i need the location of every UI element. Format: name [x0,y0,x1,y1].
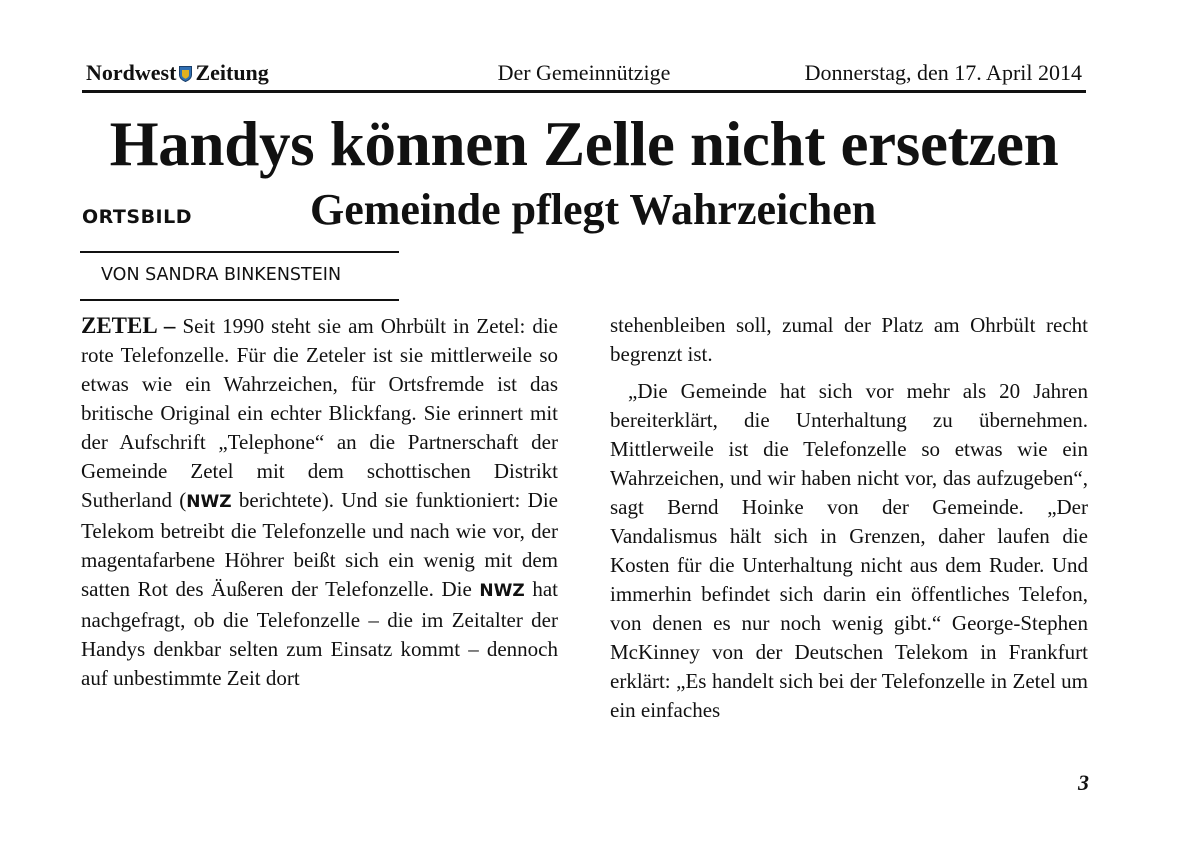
article-column-left [81,311,558,693]
byline: VON SANDRA BINKENSTEIN [101,265,342,285]
nwz-abbreviation: NWZ [186,492,232,512]
byline-rule-bottom [80,299,399,301]
brand-name-left: Nordwest [86,60,177,85]
masthead [82,58,1086,88]
article-text: hat nachgefragt, ob die Telefonzelle – die im Zeitalter der Handys denkbar selten zum Einsatz kommt – dennoch auf unbestimmte Zeit dort [81,577,558,690]
nwz-abbreviation: NWZ [479,581,525,601]
issue-date: Donnerstag, den 17. April 2014 [804,60,1082,85]
article-paragraph: „Die Gemeinde hat sich vor mehr als 20 Jahren bereiterklärt, die Unterhaltung zu übernehmen. Mittlerweile ist die Telefonzelle so etwas wie ein Wahrzeichen, und wir haben nicht vor, das aufzugeben“, sagt Bernd Hoinke von der Gemeinde. „Der Vandalismus hält sich in Grenzen, daher laufen die Kosten für die Unterhaltung nicht aus dem Ruder. Und immerhin befindet sich darin ein öffentliches Telefon, von denen es nur noch wenig gibt.“ George-Stephen McKinney von der Deutschen Telekom in Frankfurt erklärt: „Es handelt sich bei der Telefonzelle in Zetel um ein einfaches [610,379,1088,722]
article-paragraph: stehenbleiben soll, zumal der Platz am Ohrbült recht begrenzt ist. [610,313,1088,366]
brand-name-right: Zeitung [195,60,269,85]
subheadline: Gemeinde pflegt Wahrzeichen [310,185,877,234]
article-text: berichtete). Und sie funktioniert: Die Telekom betreibt die Telefonzelle und nach wie vor, der magentafarbene Höhrer beißt sich ein wenig mit dem satten Rot des Äußeren der Telefonzelle. Die [81,488,558,601]
byline-rule-top [80,251,399,253]
dateline: ZETEL – [81,313,176,338]
article-paragraph [81,311,558,693]
headline: Handys können Zelle nicht ersetzen [109,109,1059,179]
masthead-rule [82,90,1086,93]
section-tag: ORTSBILD [82,206,193,228]
article-text: Seit 1990 steht sie am Ohrbült in Zetel: die rote Telefonzelle. Für die Zeteler ist sie mittlerweile so etwas wie ein Wahrzeichen, für Ortsfremde ist das britische Original ein echter Blickfang. Sie erinnert mit der Aufschrift „Telephone“ an die Partnerschaft der Gemeinde Zetel mit dem schottischen Distrikt Sutherland ( [81,314,559,512]
page-number: 3 [1078,770,1089,795]
article-column-right [610,311,1088,725]
section-name: Der Gemeinnützige [497,60,671,85]
